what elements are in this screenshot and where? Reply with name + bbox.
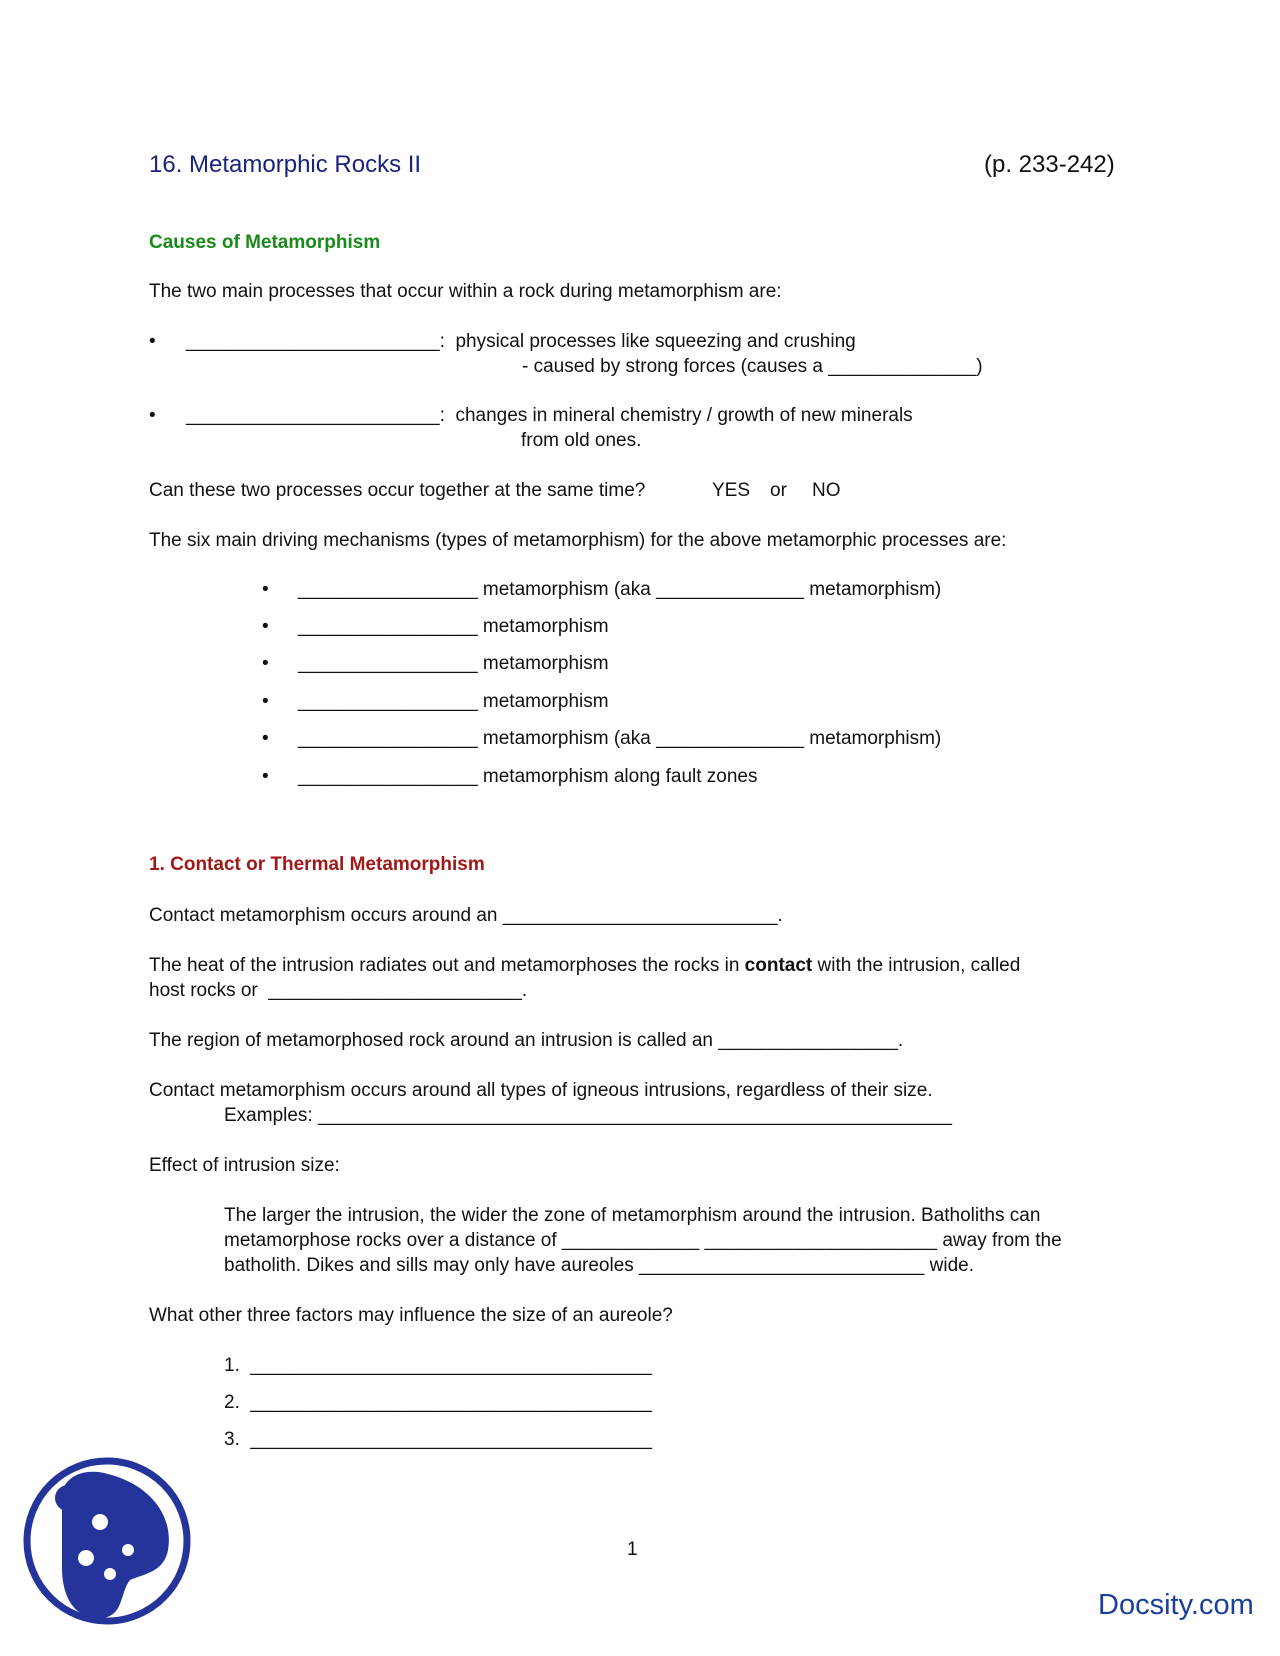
process-1-detail: - caused by strong forces (causes a ______________) (522, 356, 983, 377)
mechanism-item: _________________ metamorphism (298, 691, 609, 712)
mechanism-item: _________________ metamorphism along fault zones (298, 766, 758, 787)
examples-line: Examples: ____________________________________________________________ (224, 1105, 952, 1126)
mechanism-item: _________________ metamorphism (298, 653, 609, 674)
mechanism-item: _________________ metamorphism (aka ______________ metamorphism) (298, 579, 942, 600)
docsity-logo-icon (22, 1456, 192, 1626)
factor-item: 1. ______________________________________ (224, 1355, 652, 1376)
page-range: (p. 233-242) (984, 151, 1115, 178)
six-mechanisms-intro: The six main driving mechanisms (types of metamorphism) for the above metamorphic processes are: (149, 530, 1007, 551)
mechanism-item: _________________ metamorphism (298, 616, 609, 637)
causes-intro: The two main processes that occur within a rock during metamorphism are: (149, 281, 782, 302)
bullet-icon: • (262, 579, 269, 600)
section-heading-contact: 1. Contact or Thermal Metamorphism (149, 854, 485, 875)
together-question: Can these two processes occur together at the same time? (149, 480, 646, 501)
bullet-icon: • (262, 653, 269, 674)
mechanism-item: _________________ metamorphism (aka ______________ metamorphism) (298, 728, 942, 749)
contact-p1: Contact metamorphism occurs around an __________________________. (149, 905, 783, 926)
page-number: 1 (627, 1539, 638, 1560)
section-heading-causes: Causes of Metamorphism (149, 232, 381, 253)
process-2-detail: from old ones. (521, 430, 642, 451)
bullet-icon: • (262, 728, 269, 749)
effect-line-2: metamorphose rocks over a distance of _____________ ______________________ away from the (224, 1230, 1062, 1251)
answer-or: or (770, 480, 787, 501)
process-1-line: ________________________: physical processes like squeezing and crushing (186, 331, 856, 352)
contact-p2-line2: host rocks or ________________________. (149, 980, 528, 1001)
contact-p4: Contact metamorphism occurs around all types of igneous intrusions, regardless of their size. (149, 1080, 933, 1101)
docsity-brand-link[interactable]: Docsity.com (1098, 1589, 1254, 1621)
bullet-icon: • (262, 616, 269, 637)
page-title: 16. Metamorphic Rocks II (149, 151, 422, 178)
factors-question: What other three factors may influence the size of an aureole? (149, 1305, 673, 1326)
contact-p2-a: The heat of the intrusion radiates out and metamorphoses the rocks in (149, 955, 745, 976)
contact-p2-b: with the intrusion, called (812, 955, 1021, 976)
effect-heading: Effect of intrusion size: (149, 1155, 340, 1176)
factor-item: 3. ______________________________________ (224, 1429, 652, 1450)
contact-p3: The region of metamorphosed rock around an intrusion is called an _________________. (149, 1030, 904, 1051)
process-2-line: ________________________: changes in mineral chemistry / growth of new minerals (186, 405, 913, 426)
bullet-icon: • (149, 331, 156, 352)
effect-line-1: The larger the intrusion, the wider the zone of metamorphism around the intrusion. Batholiths can (224, 1205, 1041, 1226)
contact-p2 (149, 954, 1020, 978)
factor-item: 2. ______________________________________ (224, 1392, 652, 1413)
bullet-icon: • (149, 405, 156, 426)
contact-keyword: contact (744, 955, 813, 976)
answer-no: NO (812, 480, 841, 501)
bullet-icon: • (262, 766, 269, 787)
answer-yes: YES (712, 480, 751, 501)
effect-line-3: batholith. Dikes and sills may only have aureoles ___________________________ wide. (224, 1255, 974, 1276)
bullet-icon: • (262, 691, 269, 712)
